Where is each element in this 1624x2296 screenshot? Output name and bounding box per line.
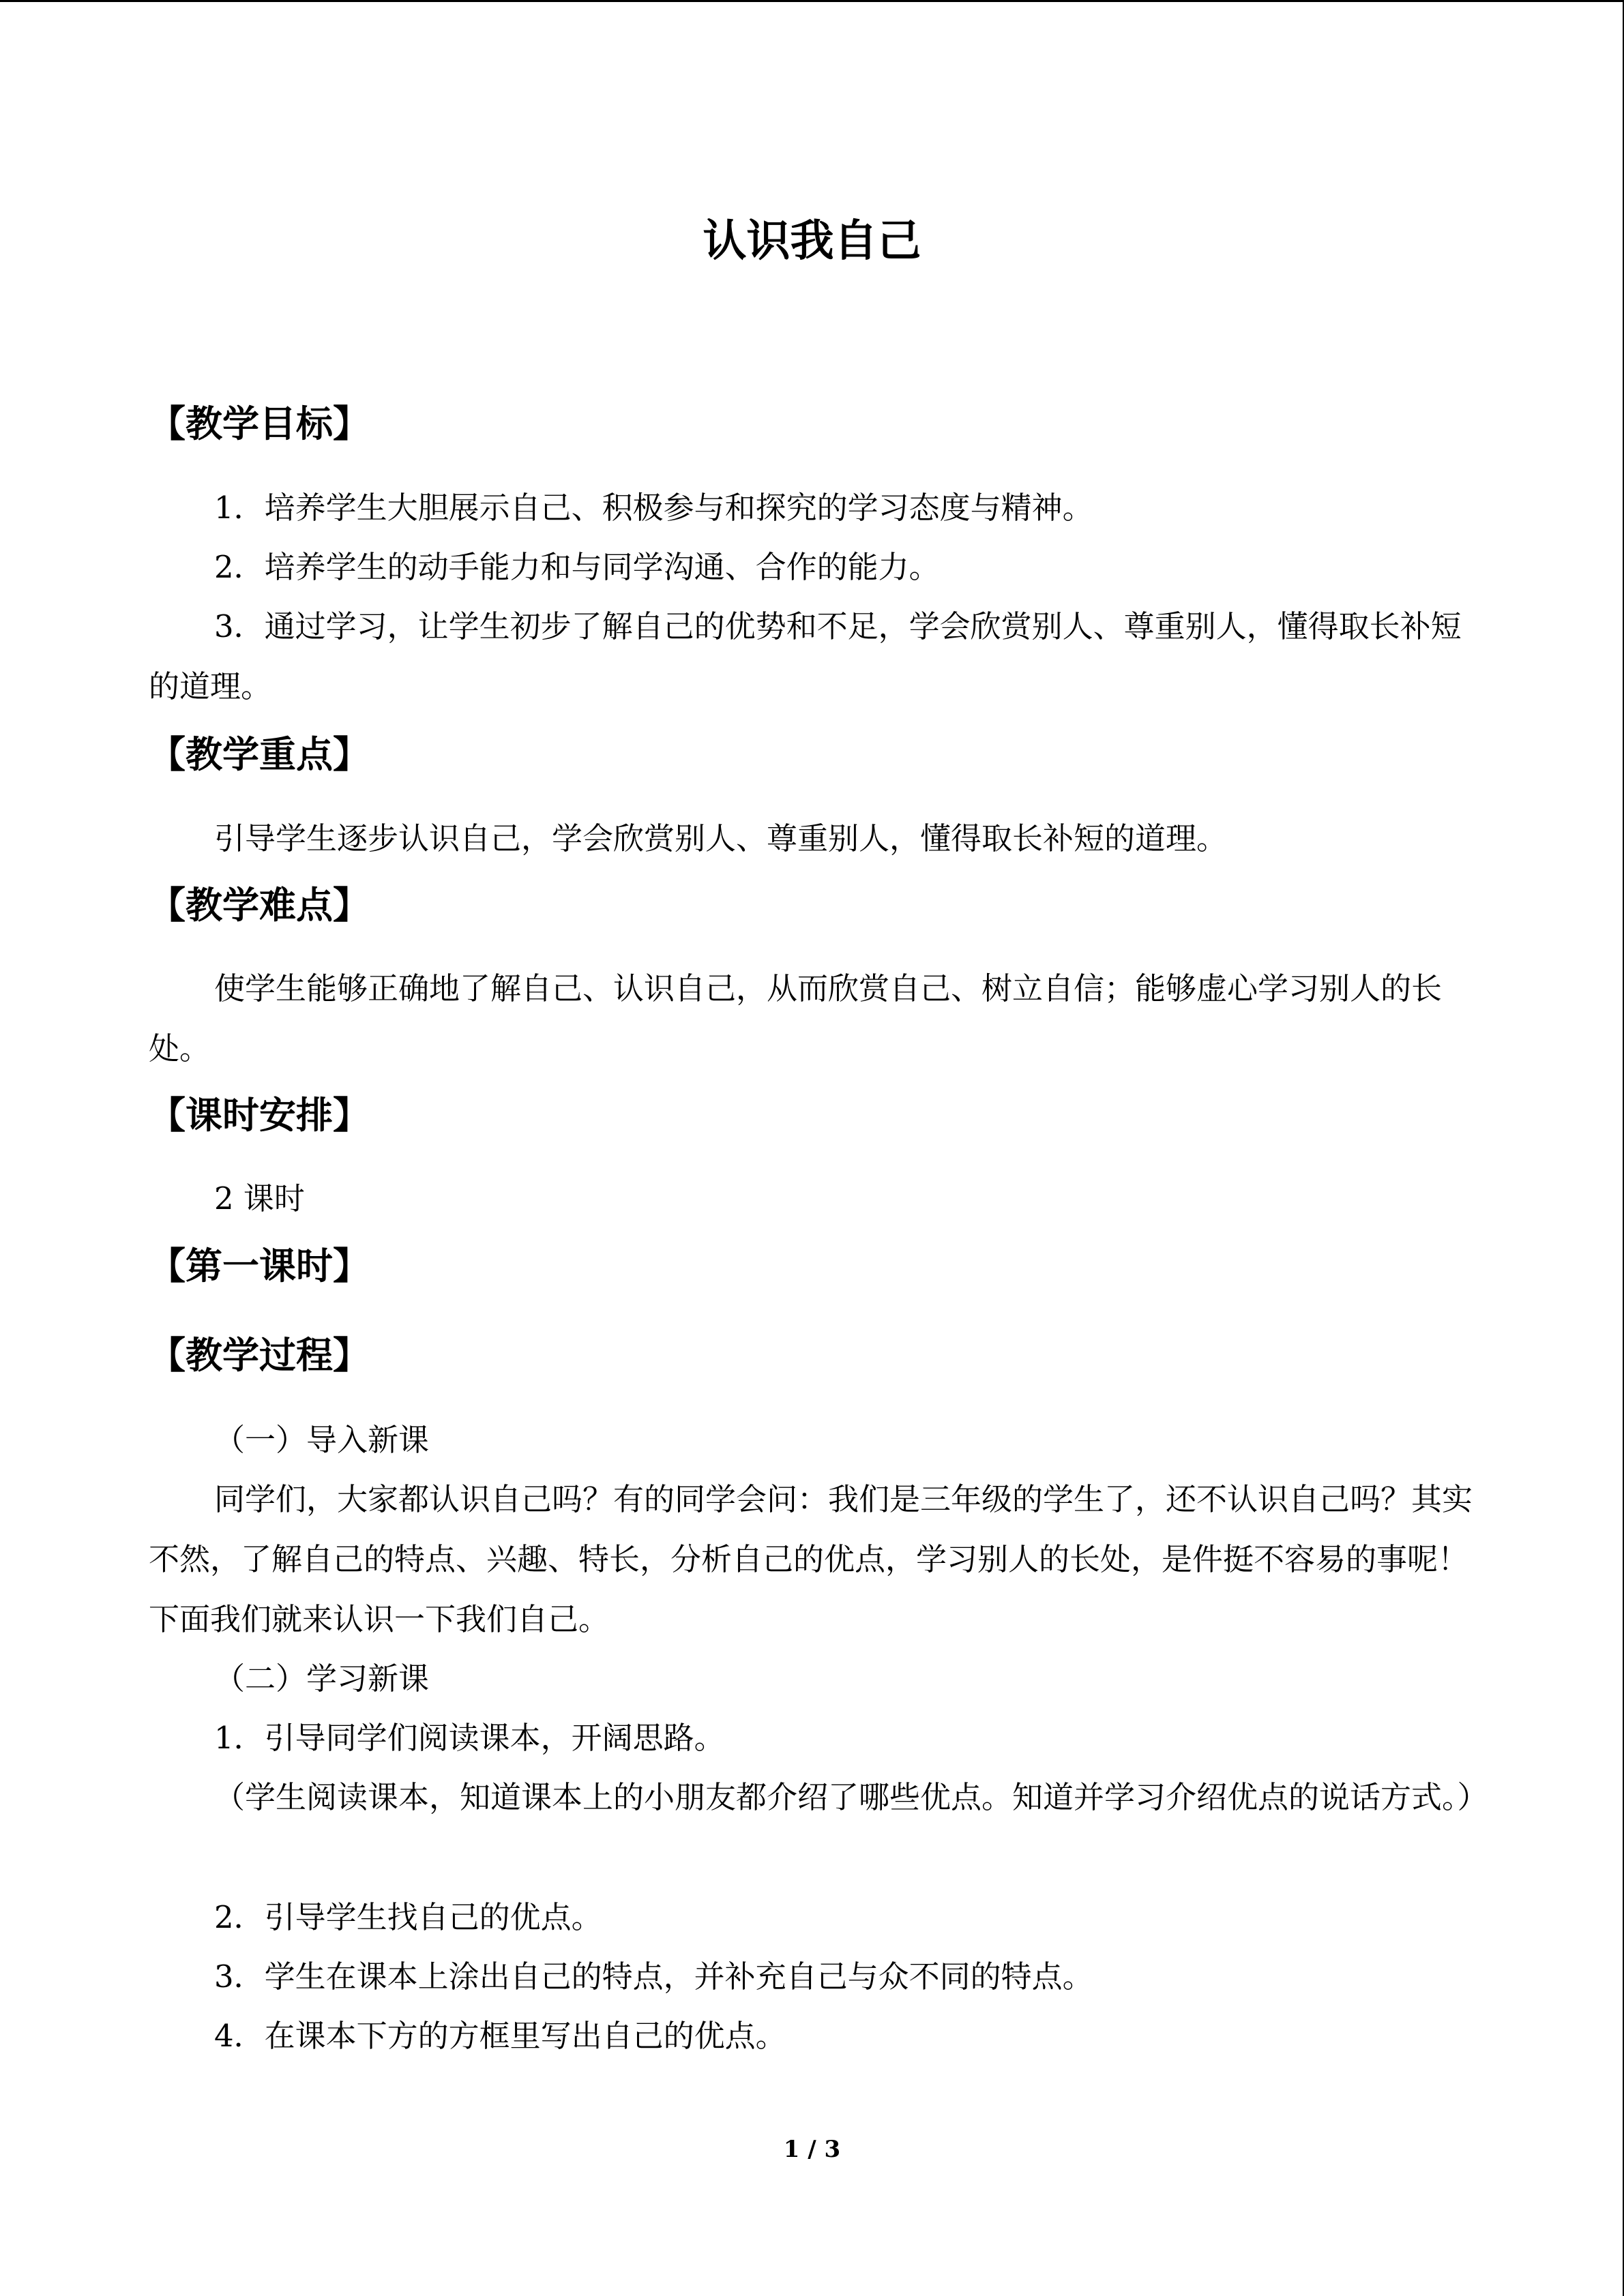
page-indicator: 1 / 3 [783,2136,841,2163]
document-title: 认识我自己 [703,215,921,267]
process-part1-title: （一）导入新课 [214,1422,430,1458]
heading-first-lesson: 【第一课时】 [149,1244,370,1287]
process-step-1: 1．引导同学们阅读课本，开阔思路。 [214,1720,725,1756]
heading-teaching-process: 【教学过程】 [149,1333,370,1377]
key-points-text: 引导学生逐步认识自己，学会欣赏别人、尊重别人，懂得取长补短的道理。 [214,820,1228,856]
goal-item-2: 2．培养学生的动手能力和与同学沟通、合作的能力。 [214,549,940,585]
goal-item-1: 1．培养学生大胆展示自己、积极参与和探究的学习态度与精神。 [214,490,1093,526]
process-part2-title: （二）学习新课 [214,1660,430,1697]
goal-item-3: 3．通过学习，让学生初步了解自己的优势和不足，学会欣赏别人、尊重别人，懂得取长补短的道理。 [149,608,1462,704]
process-step-4: 4．在课本下方的方框里写出自己的优点。 [214,2018,786,2054]
process-step-2: 2．引导学生找自己的优点。 [214,1899,602,1935]
process-step-3: 3．学生在课本上涂出自己的特点，并补充自己与众不同的特点。 [214,1958,1093,1995]
schedule-text: 2 课时 [214,1180,305,1217]
heading-teaching-goals: 【教学目标】 [149,402,370,445]
heading-key-points: 【教学重点】 [149,732,370,776]
process-step-1-note: （学生阅读课本，知道课本上的小朋友都介绍了哪些优点。知道并学习介绍优点的说话方式。） [214,1779,1488,1815]
heading-schedule: 【课时安排】 [149,1093,370,1137]
difficulties-text: 使学生能够正确地了解自己、认识自己，从而欣赏自己、树立自信；能够虚心学习别人的长处。 [149,970,1443,1067]
process-part1-text: 同学们，大家都认识自己吗？有的同学会问：我们是三年级的学生了，还不认识自己吗？其实不然，了解自己的特点、兴趣、特长，分析自己的优点，学习别人的长处，是件挺不容易的事呢！下面我们就来认识一下我们自己。 [149,1481,1473,1637]
heading-difficulties: 【教学难点】 [149,883,370,927]
